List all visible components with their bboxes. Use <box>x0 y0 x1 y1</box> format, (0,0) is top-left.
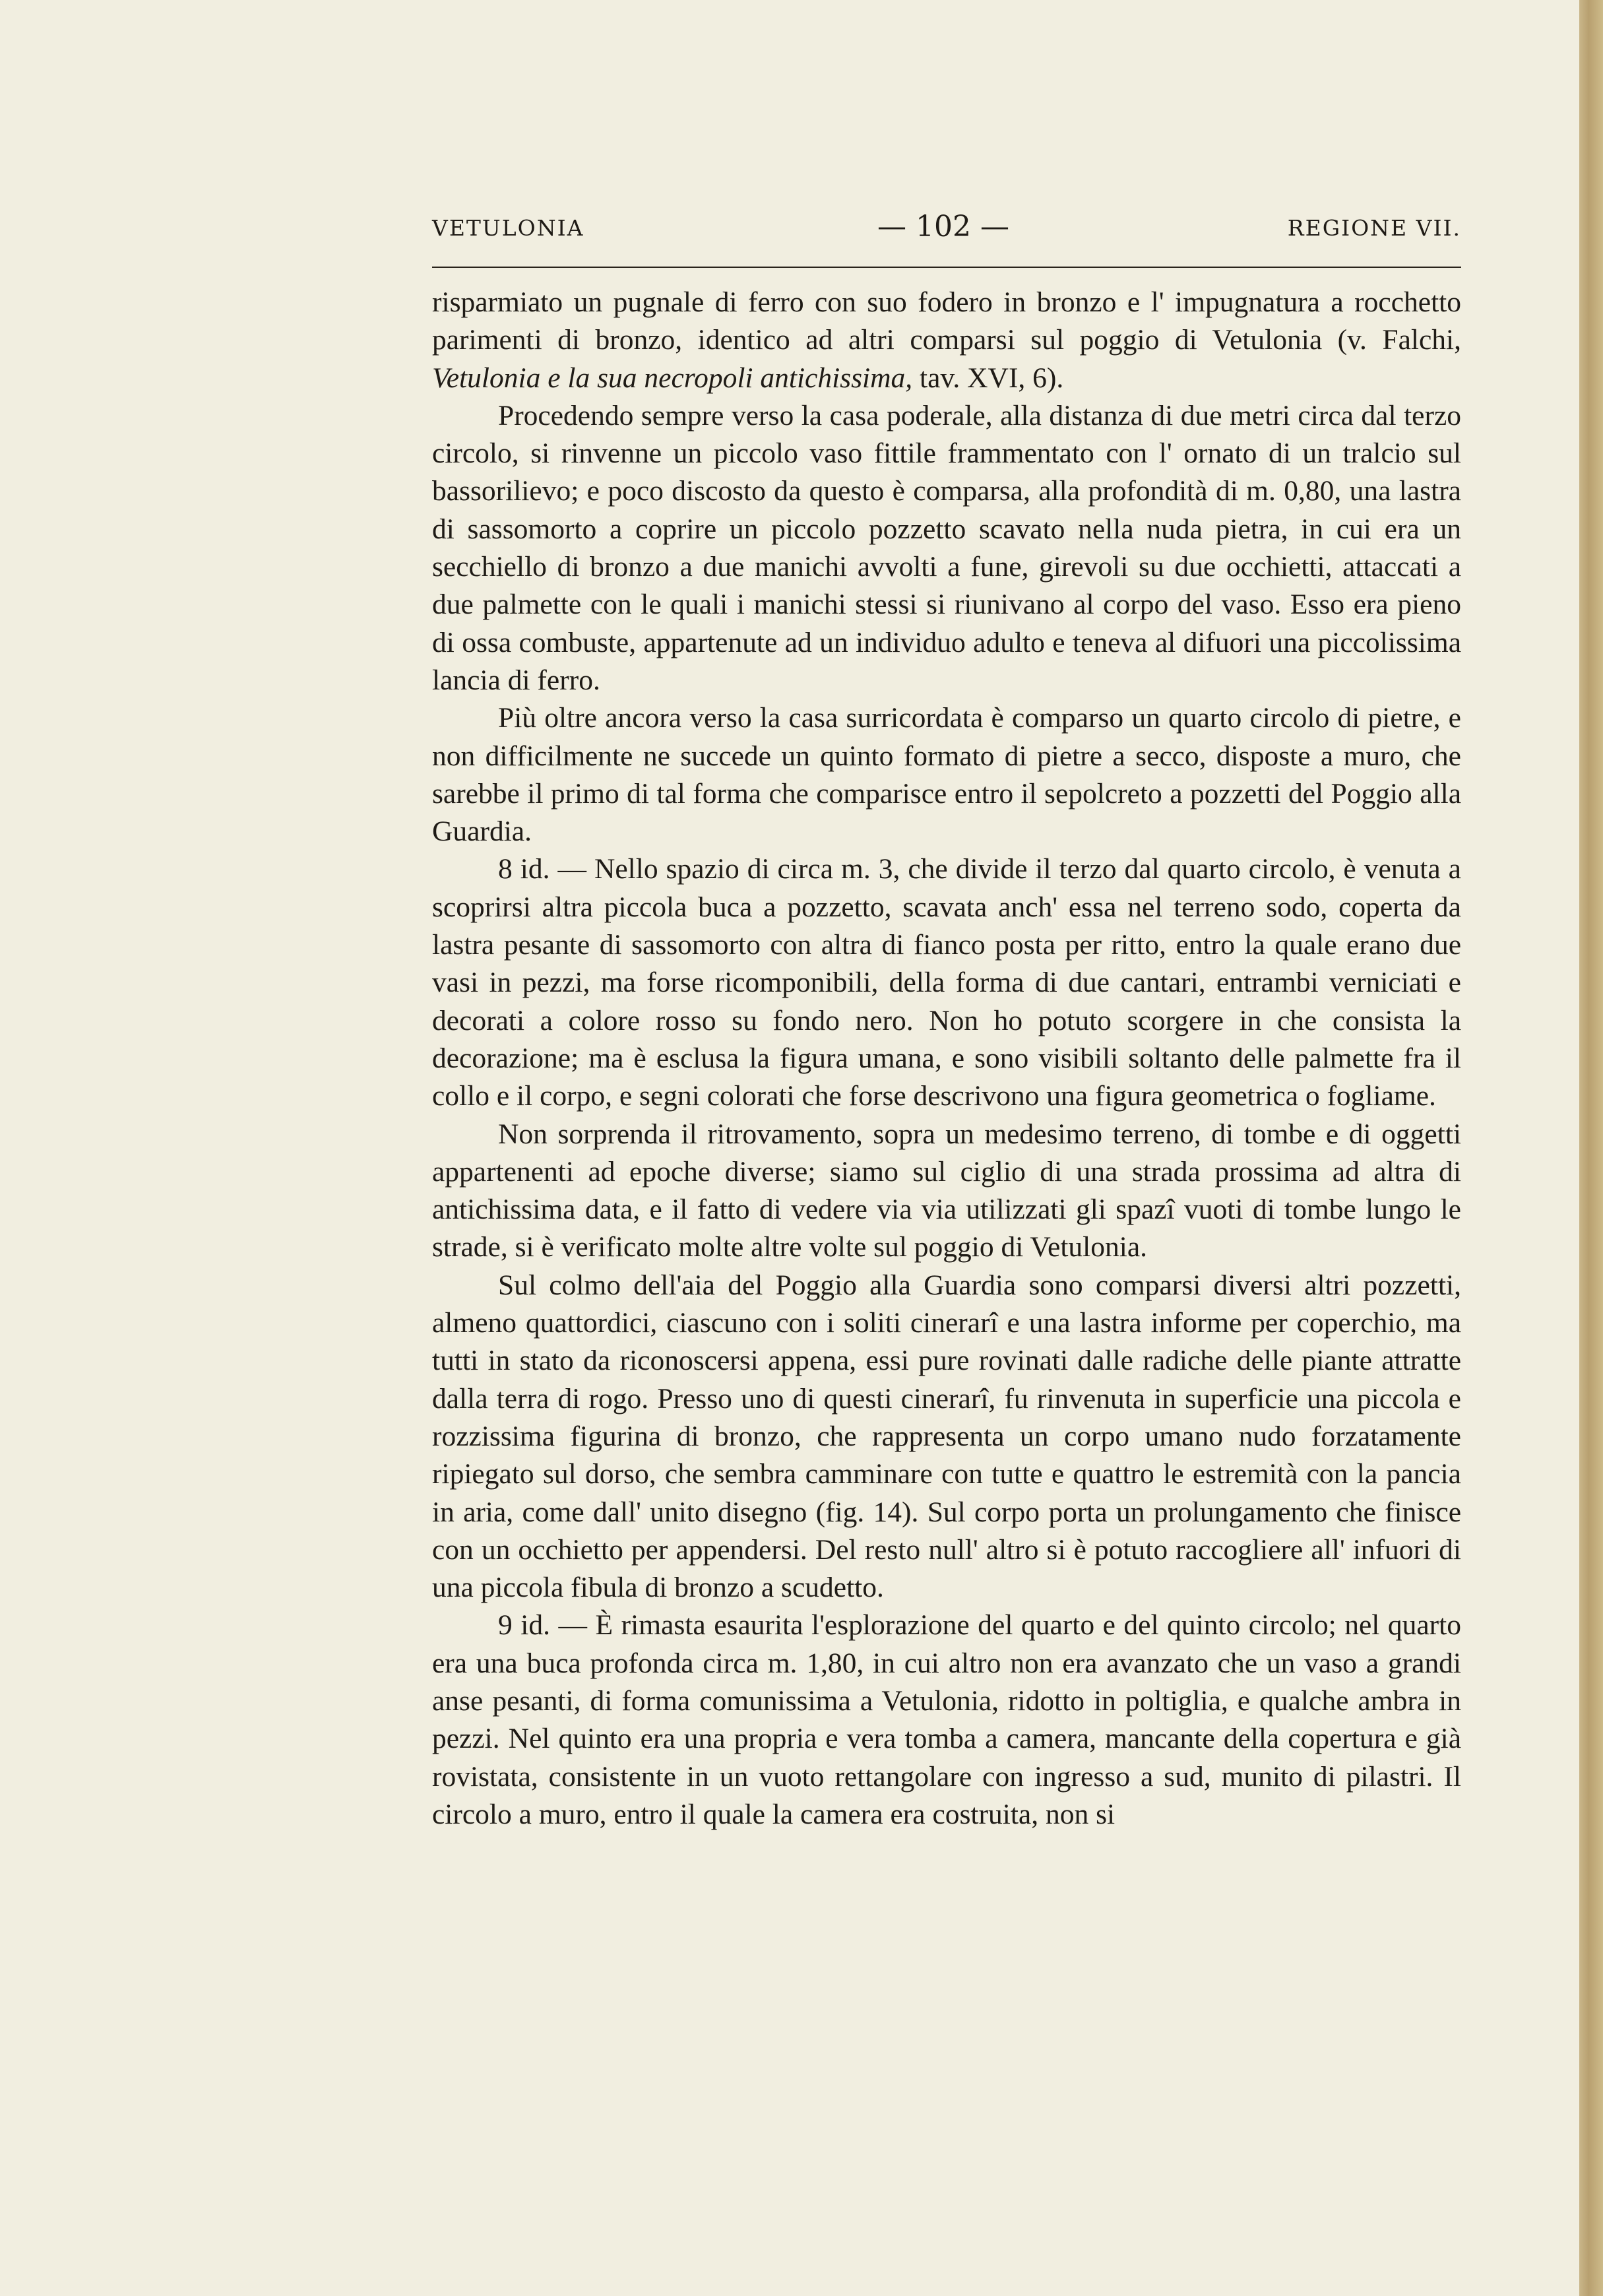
page-edge <box>1579 0 1603 2296</box>
running-header <box>432 210 1461 247</box>
page-number: — 102 — <box>877 210 1009 243</box>
paragraph: 9 id. — È rimasta esaurita l'esplorazione del quarto e del quinto circolo; nel quarto era una buca profonda circa m. 1,80, in cui altro non era avanzato che un vaso a grandi anse pesanti, di forma comunissima a Vetulonia, ridotto in poltiglia, e qualche ambra in pezzi. Nel quinto era una propria e vera tomba a camera, mancante della copertura e già rovistata, consistente in un vuoto rettangolare con ingresso a sud, munito di pilastri. Il circolo a muro, entro il quale la camera era costruita, non si <box>432 1609 1461 1830</box>
paragraph-continuation <box>432 284 1461 397</box>
body-text <box>432 284 1461 1834</box>
header-title: VETULONIA <box>432 215 584 241</box>
header-region: REGIONE VII. <box>1287 215 1461 241</box>
paragraph: 8 id. — Nello spazio di circa m. 3, che divide il terzo dal quarto circolo, è venuta a scoprirsi altra piccola buca a pozzetto, scavata anch' essa nel terreno sodo, coperta da lastra pesante di sassomorto con altra di fianco posta per ritto, entro la quale erano due vasi in pezzi, ma forse ricomponibili, della forma di due cantari, entrambi verniciati e decorati a colore rosso su fondo nero. Non ho potuto scorgere in che consista la decorazione; ma è esclusa la figura umana, e sono visibili soltanto delle palmette fra il collo e il corpo, e segni colorati che forse descrivono una figura geometrica o fogliame. <box>432 853 1461 1112</box>
paragraph-text-tail: tav. XVI, 6). <box>912 362 1064 394</box>
paragraph: Procedendo sempre verso la casa poderale, alla distanza di due metri circa dal terzo circolo, si rinvenne un piccolo vaso fittile frammentato con l' ornato di un tralcio sul bassorilievo; e poco discosto da questo è comparsa, alla profondità di m. 0,80, una lastra di sassomorto a coprire un piccolo pozzetto scavato nella nuda pietra, in cui era un secchiello di bronzo a due manichi avvolti a fune, girevoli su due occhietti, attaccati a due palmette con le quali i manichi stessi si riunivano al corpo del vaso. Esso era pieno di ossa combuste, appartenute ad un individuo adulto e teneva al difuori una piccolissima lancia di ferro. <box>432 399 1461 696</box>
paragraph: Più oltre ancora verso la casa surricordata è comparso un quarto circolo di pietre, e non difficilmente ne succede un quinto formato di pietre a secco, disposte a muro, che sarebbe il primo di tal forma che comparisce entro il sepolcreto a pozzetti del Poggio alla Guardia. <box>432 702 1461 848</box>
paragraph-text: risparmiato un pugnale di ferro con suo fodero in bronzo e l' impugnatura a rocchetto parimenti di bronzo, identico ad altri comparsi sul poggio di Vetulonia (v. Falchi, <box>432 286 1461 356</box>
paragraph: Non sorprenda il ritrovamento, sopra un medesimo terreno, di tombe e di oggetti appartenenti ad epoche diverse; siamo sul ciglio di una strada prossima ad altra di antichissima data, e il fatto di vedere via via utilizzati gli spazî vuoti di tombe lungo le strade, si è verificato molte altre volte sul poggio di Vetulonia. <box>432 1118 1461 1263</box>
header-rule <box>432 267 1461 268</box>
book-title-italic: Vetulonia e la sua necropoli antichissima, <box>432 362 913 394</box>
paragraph: Sul colmo dell'aia del Poggio alla Guardia sono comparsi diversi altri pozzetti, almeno quattordici, ciascuno con i soliti cinerarî e una lastra informe per coperchio, ma tutti in stato da riconoscersi appena, essi pure rovinati dalle radiche delle piante attratte dalla terra di rogo. Presso uno di questi cinerarî, fu rinvenuta in superficie una piccola e rozzissima figurina di bronzo, che rappresenta un corpo umano nudo forzatamente ripiegato sul dorso, che sembra camminare con tutte e quattro le estremità con la pancia in aria, come dall' unito disegno (fig. 14). Sul corpo porta un prolungamento che finisce con un occhietto per appendersi. Del resto null' altro si è potuto raccogliere all' infuori di una piccola fibula di bronzo a scudetto. <box>432 1269 1461 1604</box>
